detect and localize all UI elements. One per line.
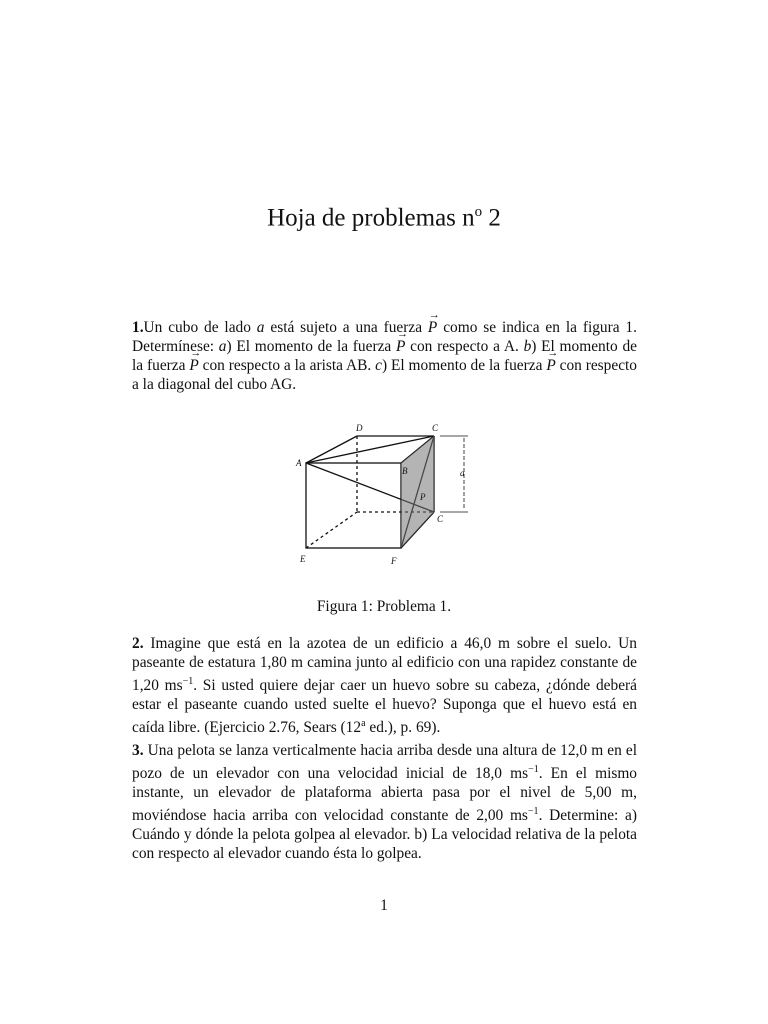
problem-1-text: con respecto a la diagonal del cubo AG.: [132, 357, 637, 393]
problem-1-text: como se indica en la figura 1. Determínese:: [132, 319, 637, 355]
problem-3: [132, 741, 637, 863]
problem-1-number: 1.: [132, 319, 144, 336]
problem-2-text: Imagine que está en la azotea de un edificio a 46,0 m sobre el suelo. Un paseante de estatura 1,80 m camina junto al edificio con una rapidez constante de 1,20 ms: [132, 635, 637, 695]
label-F: F: [391, 556, 397, 566]
vector-P: → P: [189, 356, 198, 375]
problem-1-text: ) El momento de la fuerza: [226, 338, 396, 355]
problem-3-text: . En el mismo instante, un elevador de plataforma abierta pasa por el nivel de 5,00 m, moviéndose hacia arriba con velocidad constante de 2,00 ms: [132, 765, 638, 825]
problem-2-text: ed.), p. 69).: [365, 719, 441, 737]
exponent: −1: [528, 764, 539, 775]
item-b: b: [523, 338, 532, 355]
vector-P: → P: [546, 356, 555, 375]
title-text: Hoja de problemas n: [267, 204, 475, 232]
label-A: A: [296, 458, 302, 468]
problem-2: [132, 634, 637, 737]
figure-caption: Figura 1: Problema 1.: [316, 598, 452, 615]
exponent: −1: [182, 676, 194, 687]
page-number: 1: [380, 897, 388, 914]
label-P: P: [420, 492, 426, 502]
problem-1-text: con respecto a A.: [405, 338, 524, 355]
label-C: C: [432, 423, 439, 433]
problem-1-text: Un cubo de lado: [143, 319, 257, 336]
exponent: a: [361, 718, 366, 730]
label-E: E: [300, 554, 306, 564]
cube-hidden-edge: [306, 512, 357, 548]
item-c: c: [375, 357, 382, 374]
problem-1-text: está sujeto a una fuerza: [264, 319, 428, 336]
var-a: a: [256, 319, 265, 336]
vector-P: → P: [396, 337, 405, 356]
label-B: B: [402, 466, 408, 476]
item-a: a: [218, 338, 227, 355]
problem-2-text: . Si usted quiere dejar caer un huevo sobre su cabeza, ¿dónde deberá estar el paseante cuando usted suelte el huevo? Suponga que el huevo está en caída libre. (Ejercicio 2.76, Sears (12: [132, 677, 637, 737]
problem-2-number: 2.: [132, 635, 144, 652]
title-superscript: o: [474, 204, 483, 220]
cube-edge: [306, 436, 357, 463]
label-D: D: [356, 423, 363, 433]
vector-P: → P: [428, 318, 437, 337]
cube-figure: [290, 418, 480, 568]
label-a: a: [460, 468, 465, 478]
problem-1: [132, 318, 637, 394]
problem-1-text: ) El momento de la fuerza: [132, 338, 637, 374]
problem-3-number: 3.: [132, 742, 144, 759]
title-number: 2: [482, 204, 501, 232]
label-G: C: [437, 514, 444, 524]
problem-3-text: Una pelota se lanza verticalmente hacia arriba desde una altura de 12,0 m en el pozo de un elevador con una velocidad inicial de 18,0 ms: [132, 742, 637, 783]
cube-front-face: [306, 463, 401, 548]
problem-1-text: con respecto a la arista AB.: [198, 357, 376, 374]
problem-3-text: . Determine: a) Cuándo y dónde la pelota golpea al elevador. b) La velocidad relativa de la pelota con respecto al elevador cuando ésta lo golpea.: [132, 807, 637, 863]
problem-1-text: ) El momento de la fuerza: [381, 357, 547, 374]
shaded-face: [401, 436, 434, 548]
exponent: −1: [527, 806, 539, 818]
page-title: [0, 204, 768, 232]
